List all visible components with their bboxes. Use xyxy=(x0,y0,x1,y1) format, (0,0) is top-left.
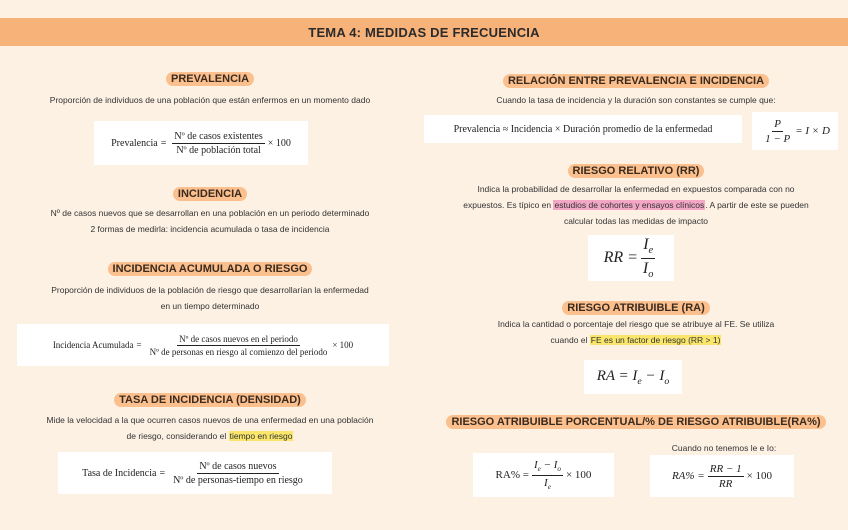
incidencia-acumulada-line-1: Proporción de individuos de la población de riesgo que desarrollarían la enfermedad xyxy=(51,285,369,295)
relacion-formula-1 xyxy=(424,115,742,143)
riesgo-atribuible-pct-formula-1-denominator: $I_e$ xyxy=(544,476,551,491)
riesgo-atribuible-line-2-pre: cuando el xyxy=(550,335,590,345)
incidencia-line-1: Nº de casos nuevos que se desarrollan en una población en un periodo determinado xyxy=(50,208,370,218)
relacion-description-wrap xyxy=(424,92,848,108)
riesgo-relativo-formula-fraction xyxy=(641,236,656,279)
relacion-description: Cuando la tasa de incidencia y la duración son constantes se cumple que: xyxy=(496,95,776,105)
riesgo-atribuible-pct-formula-2-fraction xyxy=(708,463,744,490)
tasa-incidencia-formula-fraction xyxy=(171,461,305,486)
riesgo-atribuible-pct-formula-1 xyxy=(473,453,614,497)
riesgo-relativo-line-2 xyxy=(424,197,848,213)
incidencia-heading: INCIDENCIA xyxy=(173,187,247,201)
riesgo-relativo-line-1: Indica la probabilidad de desarrollar la enfermedad en expuestos comparada con no xyxy=(477,184,795,194)
riesgo-atribuible-pct-formula-2-factor: × 100 xyxy=(746,470,773,482)
incidencia-acumulada-formula-fraction xyxy=(148,334,330,357)
incidencia-acumulada-formula-numerator: Nº de casos nuevos en el periodo xyxy=(179,333,298,344)
tasa-incidencia-formula-numerator: Nº de casos nuevos xyxy=(199,460,277,472)
riesgo-atribuible-highlight: FE es un factor de riesgo (RR > 1) xyxy=(590,335,721,345)
riesgo-atribuible-pct-formula-2-denominator: RR xyxy=(718,477,733,490)
riesgo-relativo-heading: RIESGO RELATIVO (RR) xyxy=(568,164,705,178)
relacion-formula-2-rhs: = I × D xyxy=(795,125,830,137)
prevalencia-formula-numerator: Nº de casos existentes xyxy=(174,130,263,142)
riesgo-relativo-formula-lhs: RR = xyxy=(603,249,638,266)
riesgo-atribuible-heading: RIESGO ATRIBUIBLE (RA) xyxy=(562,301,710,315)
tasa-incidencia-heading: TASA DE INCIDENCIA (DENSIDAD) xyxy=(114,393,306,407)
relacion-formula-2-fraction xyxy=(763,118,792,145)
page-title: TEMA 4: MEDIDAS DE FRECUENCIA xyxy=(0,18,848,46)
riesgo-atribuible-pct-formula-1-factor: × 100 xyxy=(565,469,592,481)
riesgo-atribuible-pct-note-wrap xyxy=(634,440,814,456)
tasa-incidencia-formula-denominator: Nº de personas-tiempo en riesgo xyxy=(173,474,303,486)
riesgo-atribuible-pct-note: Cuando no tenemos le e Io: xyxy=(671,443,777,453)
incidencia-description-wrap xyxy=(0,205,420,237)
tasa-incidencia-section xyxy=(0,390,420,408)
tasa-incidencia-description-wrap xyxy=(0,412,420,444)
riesgo-atribuible-pct-formula-1-fraction xyxy=(532,459,563,490)
relacion-formula-2-denominator: 1 − P xyxy=(765,132,791,145)
riesgo-relativo-line-3: calcular todas las medidas de impacto xyxy=(563,216,709,226)
tasa-incidencia-formula: Tasa de Incidencia = $\frac{\text{Nº de casos nuevos}}{\text{Nº de personas-tiempo en riesgo}}$ xyxy=(58,452,332,494)
prevalencia-formula-factor: × 100 xyxy=(267,137,291,149)
riesgo-relativo-line-2-post: . A partir de este se pueden xyxy=(705,200,809,210)
prevalencia-description: Proporción de individuos de una población que están enfermos en un momento dado xyxy=(49,95,371,105)
riesgo-atribuible-pct-formula-1-lhs: RA% = xyxy=(495,469,529,481)
riesgo-atribuible-pct-formula-2-lhs: RA% = xyxy=(671,470,705,482)
relacion-formula-2 xyxy=(752,112,838,150)
riesgo-relativo-highlight: estudios de cohortes y ensayos clínicos xyxy=(554,200,705,210)
tasa-incidencia-highlight: tiempo en riesgo xyxy=(229,431,293,441)
riesgo-atribuible-line-1: Indica la cantidad o porcentaje del riesgo que se atribuye al FE. Se utiliza xyxy=(497,319,775,329)
incidencia-acumulada-formula-factor: × 100 xyxy=(332,340,354,350)
riesgo-atribuible-formula xyxy=(584,360,682,394)
riesgo-relativo-section xyxy=(424,161,848,179)
incidencia-acumulada-line-2: en un tiempo determinado xyxy=(160,301,260,311)
riesgo-atribuible-pct-formula-2 xyxy=(650,455,794,497)
incidencia-line-2: 2 formas de medirla: incidencia acumulada o tasa de incidencia xyxy=(90,224,330,234)
riesgo-relativo-line-2-pre: expuestos. Es típico en xyxy=(463,200,554,210)
prevalencia-formula-denominator: Nº de población total xyxy=(176,144,261,156)
riesgo-relativo-formula xyxy=(588,235,674,281)
incidencia-acumulada-formula: Incidencia Acumulada = $\frac{\text{Nº de casos nuevos en el periodo}}{\text{Nº de personas en riesgo al comienzo del periodo}}$ × 100 xyxy=(17,324,389,366)
relacion-heading: RELACIÓN ENTRE PREVALENCIA E INCIDENCIA xyxy=(503,74,769,88)
incidencia-acumulada-formula-denominator: Nº de personas en riesgo al comienzo del periodo xyxy=(149,346,328,357)
prevalencia-description-wrap xyxy=(0,92,420,108)
incidencia-acumulada-description-wrap xyxy=(0,282,420,314)
riesgo-atribuible-line-2 xyxy=(424,332,848,348)
riesgo-atribuible-pct-formula-2-numerator: RR − 1 xyxy=(709,462,742,475)
riesgo-atribuible-pct-formula-1-numerator: $I_e - I_o$ xyxy=(533,459,561,474)
prevalencia-formula-lhs: Prevalencia xyxy=(111,137,158,149)
incidencia-acumulada-section xyxy=(0,259,420,277)
riesgo-relativo-formula-denominator: $I_o$ xyxy=(642,259,654,280)
tasa-incidencia-line-2-text: de riesgo, considerando el xyxy=(126,431,229,441)
riesgo-atribuible-description-wrap xyxy=(424,316,848,348)
riesgo-atribuible-pct-section xyxy=(424,412,848,430)
riesgo-relativo-formula-numerator: $I_e$ xyxy=(643,236,654,257)
tasa-incidencia-line-1: Mide la velocidad a la que ocurren casos nuevos de una enfermedad en una población xyxy=(46,415,374,425)
relacion-section xyxy=(424,71,848,89)
riesgo-relativo-description-wrap xyxy=(424,181,848,229)
incidencia-acumulada-formula-lhs: Incidencia Acumulada xyxy=(52,340,134,350)
tasa-incidencia-line-2 xyxy=(0,428,420,444)
riesgo-atribuible-section xyxy=(424,298,848,316)
incidencia-acumulada-heading: INCIDENCIA ACUMULADA O RIESGO xyxy=(108,262,313,276)
tasa-incidencia-formula-lhs: Tasa de Incidencia xyxy=(82,467,157,479)
relacion-formula-1-text: Prevalencia ≈ Incidencia × Duración promedio de la enfermedad xyxy=(453,123,713,135)
relacion-formula-2-numerator: P xyxy=(774,117,781,130)
prevalencia-formula: Prevalencia = $\frac{\text{Nº de casos existentes}}{\text{Nº de población total}}$ × 100 xyxy=(94,121,308,165)
prevalencia-section xyxy=(0,69,420,87)
prevalencia-formula-fraction xyxy=(172,131,264,156)
riesgo-atribuible-formula-text: RA = $I_e - I_o$ xyxy=(596,367,670,387)
prevalencia-heading: PREVALENCIA xyxy=(166,72,254,86)
incidencia-section xyxy=(0,184,420,202)
riesgo-atribuible-pct-heading: RIESGO ATRIBUIBLE PORCENTUAL/% DE RIESGO ATRIBUIBLE(RA%) xyxy=(446,415,825,429)
